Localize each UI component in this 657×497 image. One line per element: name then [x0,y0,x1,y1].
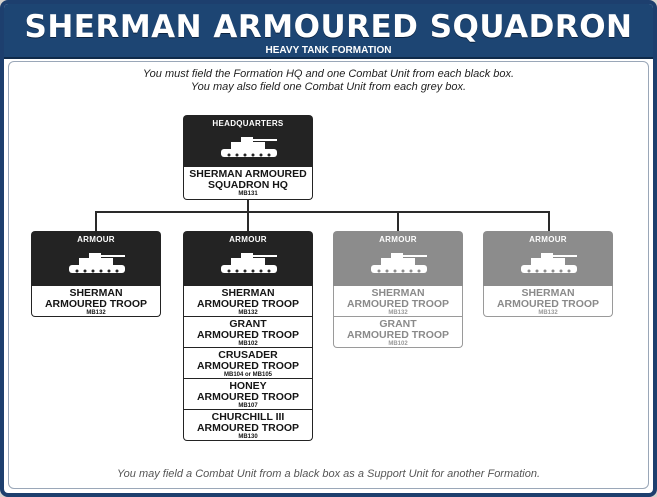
sherman-tank-icon [367,249,429,281]
unit-name-line2: ARMOURED TROOP [196,328,300,341]
connector-drop-1 [95,211,97,231]
sherman-tank-icon [217,133,279,165]
hq-name-line2: SQUADRON HQ [208,178,288,191]
hq-code: MB131 [238,191,258,197]
hq-box [183,115,313,200]
unit-entry[interactable] [183,317,313,348]
unit-name-line2: ARMOURED TROOP [196,297,300,310]
unit-name-line2: ARMOURED TROOP [196,390,300,403]
unit-name-line1: SHERMAN [371,287,425,299]
unit-entry[interactable] [183,286,313,317]
unit-code: MB132 [86,310,106,316]
armour-box-2-label: ARMOUR [229,235,267,244]
unit-code: MB132 [238,310,258,316]
unit-entry[interactable] [333,286,463,317]
armour-box-1-label: ARMOUR [77,235,115,244]
unit-code: MB132 [538,310,558,316]
armour-box-4-label: ARMOUR [529,235,567,244]
connector-horizontal [95,211,550,213]
unit-code: MB130 [238,434,258,440]
unit-entry[interactable] [31,286,161,317]
unit-name-line1: HONEY [229,380,267,392]
unit-code: MB102 [238,341,258,347]
sherman-tank-icon [65,249,127,281]
unit-name-line1: CHURCHILL III [211,411,285,423]
unit-name-line1: GRANT [229,318,267,330]
unit-code: MB107 [238,403,258,409]
hq-header [183,115,313,167]
intro-line-1: You must field the Formation HQ and one Combat Unit from each black box. [142,68,515,80]
unit-entry[interactable] [183,379,313,410]
armour-box-2-header [183,231,313,286]
formation-banner [4,4,653,59]
unit-entry[interactable] [483,286,613,317]
unit-name-line2: ARMOURED TROOP [196,359,300,372]
armour-box-1 [31,231,161,317]
unit-name-line1: SHERMAN [521,287,575,299]
unit-code: MB132 [388,310,408,316]
unit-entry[interactable] [183,348,313,379]
unit-name-line1: SHERMAN [221,287,275,299]
unit-name-line2: ARMOURED TROOP [346,328,450,341]
armour-box-1-header [31,231,161,286]
unit-name-line2: ARMOURED TROOP [496,297,600,310]
sherman-tank-icon [217,249,279,281]
unit-entry[interactable] [333,317,463,348]
armour-box-3-header [333,231,463,286]
connector-drop-3 [397,211,399,231]
sherman-tank-icon [517,249,579,281]
unit-code: MB102 [388,341,408,347]
unit-entry[interactable] [183,410,313,441]
formation-subtitle: HEAVY TANK FORMATION [265,45,392,56]
armour-box-2 [183,231,313,441]
unit-name-line2: ARMOURED TROOP [346,297,450,310]
unit-name-line1: SHERMAN [69,287,123,299]
unit-name-line1: GRANT [379,318,417,330]
armour-box-4 [483,231,613,317]
armour-box-3 [333,231,463,348]
footer-note: You may field a Combat Unit from a black box as a Support Unit for another Formation. [116,468,541,480]
hq-header-label: HEADQUARTERS [212,119,284,128]
unit-name-line1: CRUSADER [218,349,278,361]
unit-name-line2: ARMOURED TROOP [44,297,148,310]
formation-title: SHERMAN ARMOURED SQUADRON [24,9,633,45]
connector-drop-2 [247,211,249,231]
armour-box-3-label: ARMOUR [379,235,417,244]
unit-name-line2: ARMOURED TROOP [196,421,300,434]
unit-code: MB104 or MB105 [223,372,273,378]
hq-name-line1: SHERMAN ARMOURED [189,168,307,180]
intro-text [0,68,657,94]
armour-box-4-header [483,231,613,286]
hq-unit-entry[interactable] [183,167,313,200]
intro-line-2: You may also field one Combat Unit from each grey box. [190,81,467,93]
connector-drop-4 [548,211,550,231]
